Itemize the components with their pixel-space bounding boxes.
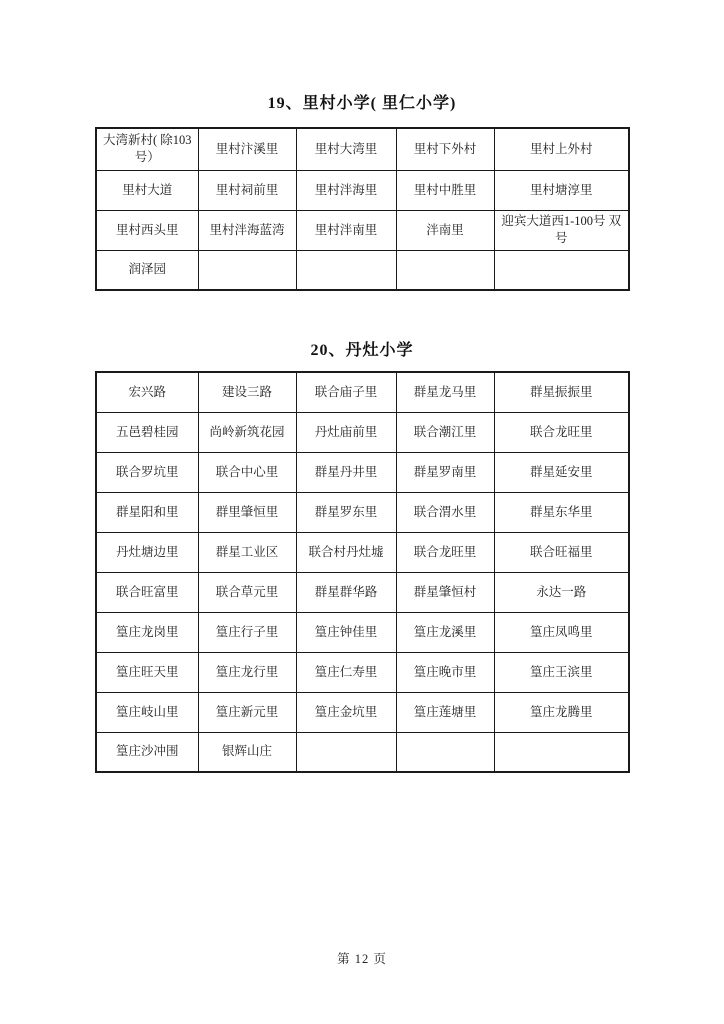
table-cell: 泮南里 [396, 210, 494, 250]
table-row [96, 128, 629, 170]
table-row [96, 612, 629, 652]
table-cell: 群星罗东里 [296, 492, 396, 532]
table-cell: 联合潮江里 [396, 412, 494, 452]
table-cell: 篁庄龙腾里 [494, 692, 629, 732]
table-cell: 联合中心里 [198, 452, 296, 492]
table-cell: 里村泮南里 [296, 210, 396, 250]
table-cell: 篁庄龙行里 [198, 652, 296, 692]
table-cell: 篁庄凤鸣里 [494, 612, 629, 652]
table-cell: 篁庄旺天里 [96, 652, 198, 692]
table-row [96, 652, 629, 692]
table-cell: 里村西头里 [96, 210, 198, 250]
table-cell: 篁庄莲塘里 [396, 692, 494, 732]
table-cell: 群星延安里 [494, 452, 629, 492]
table-cell: 里村祠前里 [198, 170, 296, 210]
table-cell: 联合龙旺里 [494, 412, 629, 452]
table-cell: 联合渭水里 [396, 492, 494, 532]
table-cell: 联合草元里 [198, 572, 296, 612]
table-cell: 丹灶庙前里 [296, 412, 396, 452]
table-row [96, 372, 629, 412]
table-cell: 群里肇恒里 [198, 492, 296, 532]
table-cell: 篁庄新元里 [198, 692, 296, 732]
table-cell: 里村泮海里 [296, 170, 396, 210]
table-cell: 群星群华路 [296, 572, 396, 612]
table-cell: 篁庄晚市里 [396, 652, 494, 692]
table-cell [296, 250, 396, 290]
table-cell: 篁庄龙岗里 [96, 612, 198, 652]
table-cell: 里村泮海蓝湾 [198, 210, 296, 250]
table-cell: 篁庄钟佳里 [296, 612, 396, 652]
table-cell: 大湾新村( 除103号） [96, 128, 198, 170]
table-cell: 银辉山庄 [198, 732, 296, 772]
table-cell: 里村上外村 [494, 128, 629, 170]
table-cell: 篁庄金坑里 [296, 692, 396, 732]
table-cell: 篁庄岐山里 [96, 692, 198, 732]
table-cell: 群星东华里 [494, 492, 629, 532]
table-cell: 五邑碧桂园 [96, 412, 198, 452]
table-cell: 群星阳和里 [96, 492, 198, 532]
table-cell: 迎宾大道西1-100号 双号 [494, 210, 629, 250]
table-cell: 群星丹井里 [296, 452, 396, 492]
table-cell: 里村下外村 [396, 128, 494, 170]
table-cell: 群星罗南里 [396, 452, 494, 492]
table-cell: 篁庄王滨里 [494, 652, 629, 692]
table-row [96, 732, 629, 772]
table-row [96, 692, 629, 732]
danzao-district-table [95, 371, 630, 773]
table-cell: 群星振振里 [494, 372, 629, 412]
table-cell: 篁庄行子里 [198, 612, 296, 652]
section-title-danzao-primary: 20、丹灶小学 [310, 342, 414, 359]
table-cell [198, 250, 296, 290]
table-cell: 群星龙马里 [396, 372, 494, 412]
table-cell: 联合旺富里 [96, 572, 198, 612]
table-cell [494, 732, 629, 772]
table-cell: 丹灶塘边里 [96, 532, 198, 572]
table-cell [396, 732, 494, 772]
table-cell: 联合庙子里 [296, 372, 396, 412]
table-cell: 宏兴路 [96, 372, 198, 412]
table-cell: 群星工业区 [198, 532, 296, 572]
table-cell: 联合旺福里 [494, 532, 629, 572]
table-cell: 尚岭新筑花园 [198, 412, 296, 452]
table-cell [396, 250, 494, 290]
table-row [96, 492, 629, 532]
table-cell: 永达一路 [494, 572, 629, 612]
table-cell: 里村汴溪里 [198, 128, 296, 170]
page-number: 第 12 页 [337, 952, 387, 966]
table-cell: 里村大道 [96, 170, 198, 210]
table-cell: 群星肇恒村 [396, 572, 494, 612]
table-row [96, 572, 629, 612]
licun-district-table [95, 127, 630, 291]
table-cell: 联合罗坑里 [96, 452, 198, 492]
table-cell: 篁庄龙溪里 [396, 612, 494, 652]
table-row [96, 532, 629, 572]
table-row [96, 412, 629, 452]
table-cell: 里村塘淳里 [494, 170, 629, 210]
table-row [96, 210, 629, 250]
table-cell [494, 250, 629, 290]
table-cell [296, 732, 396, 772]
table-cell: 润泽园 [96, 250, 198, 290]
table-cell: 联合龙旺里 [396, 532, 494, 572]
section-title-licun-primary: 19、里村小学( 里仁小学) [267, 95, 457, 112]
table-row [96, 170, 629, 210]
table-row [96, 452, 629, 492]
table-row [96, 250, 629, 290]
table-cell: 联合村丹灶墟 [296, 532, 396, 572]
table-cell: 建设三路 [198, 372, 296, 412]
table-cell: 里村中胜里 [396, 170, 494, 210]
table-cell: 里村大湾里 [296, 128, 396, 170]
table-cell: 篁庄仁寿里 [296, 652, 396, 692]
table-cell: 篁庄沙冲围 [96, 732, 198, 772]
